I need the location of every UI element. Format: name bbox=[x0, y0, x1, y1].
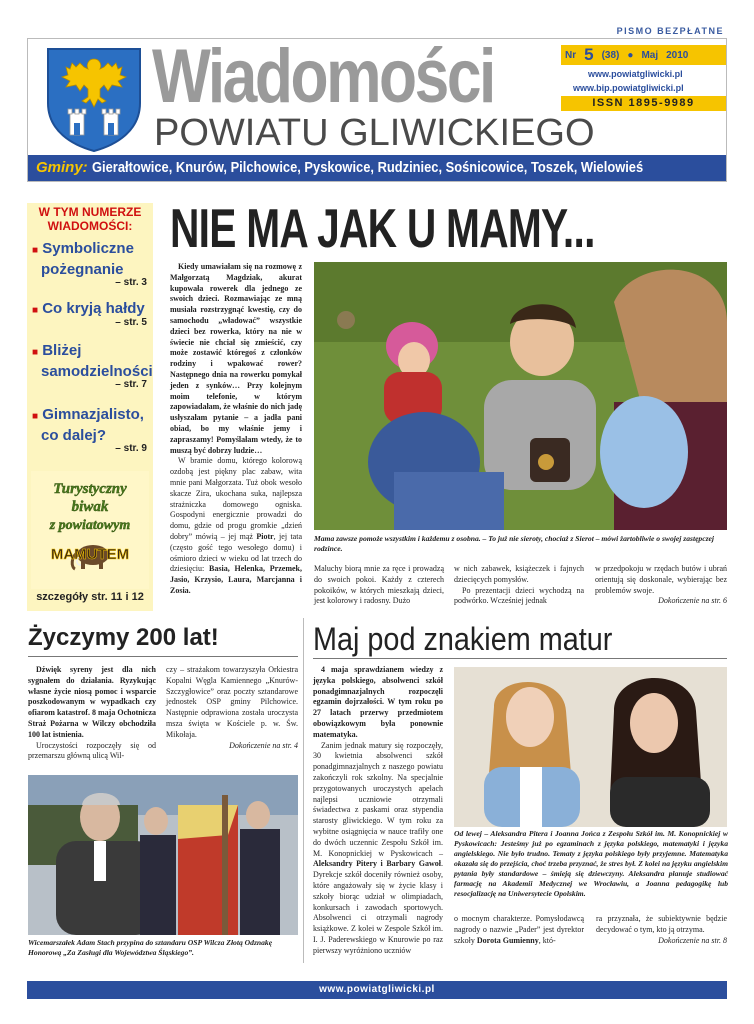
lead-text: w nich zabawek, książeczek i fajnych dziecięcych pomysłów. bbox=[454, 564, 584, 584]
lead-column-1 bbox=[170, 262, 302, 597]
exams-column-3 bbox=[596, 914, 727, 946]
lead-text: Maluchy biorą mnie za ręce i prowadzą do swoich pokoi. Każdy z czterech pokoików, w których mieszkają dzieci, jest kolorowy i radosny. Dużo bbox=[314, 564, 444, 606]
toc-heading-line: WIADOMOŚCI: bbox=[47, 219, 133, 233]
exams-text: , któ- bbox=[538, 935, 556, 945]
divider bbox=[313, 658, 727, 659]
lead-name: Piotr bbox=[256, 531, 274, 541]
municipalities-label: Gminy: bbox=[36, 159, 88, 176]
masthead-subtitle: POWIATU GLIWICKIEGO bbox=[154, 112, 595, 154]
exams-column-1 bbox=[313, 665, 443, 957]
toc-item-title: Symboliczne bbox=[42, 240, 134, 257]
students-photo bbox=[454, 667, 727, 827]
lead-column-2 bbox=[314, 564, 444, 607]
toc-item-title: samodzielności bbox=[41, 363, 153, 380]
exams-name: Dorota Gumienny bbox=[476, 935, 539, 945]
promo-text: MAMUTEM bbox=[50, 546, 130, 563]
table-of-contents bbox=[27, 203, 153, 611]
promo-text: biwak bbox=[71, 499, 109, 515]
issue-info bbox=[561, 45, 726, 65]
toc-bullet-icon: ■ bbox=[32, 347, 39, 358]
divider bbox=[28, 656, 298, 657]
exams-text: . Dyrekcje szkół doceniły również osoby, które angażowały się w życie klasy i szkoły biorąc udział w olimpiadach, konkursach i zawodach sportowych. Absolwenci ci otrzymali nagrody książkowe. Z kolei w Zespole Szkół im. I. J. Paderewskiego w Knurowie po raz pierwszy wyróżniono uczniów bbox=[313, 859, 443, 955]
exams-intro: 4 maja sprawdzianem wiedzy z języka polskiego, absolwenci szkół ponadgimnazjalnych rozpoczęli egzamin dojrzałości. W tym roku po 27 latach przerwy przedmiotem obowiązkowym była ponownie matematyka. bbox=[313, 665, 443, 739]
promo-text: Turystyczny bbox=[53, 481, 127, 497]
exams-names: Aleksandry Pitery i Barbary Gawoł bbox=[313, 859, 441, 869]
free-publication-label: PISMO BEZPŁATNE bbox=[616, 26, 724, 36]
family-photo-caption: Mama zawsze pomoże wszystkim i każdemu z osobna. – To już nie sieroty, chociaż z Sierot – mówi żartobliwie o swojej zastępczej rodzince. bbox=[314, 534, 715, 553]
issue-nr-label: Nr bbox=[565, 49, 577, 61]
anniversary-text: czy – strażakom towarzyszyła Orkiestra Kopalni Węgla Kamiennego „Knurów-Szczygłowice” oraz poczty sztandarowe jednostek OSP gminy Pilchowice. Następnie odprawiona została uroczysta msza święta w Kościele p. w. Św. Mikołaja. bbox=[166, 665, 298, 739]
students-photo-caption: Od lewej – Aleksandra Pitera i Joanna Jońca z Zespołu Szkół im. M. Konopnickiej w Pyskowicach: Jesteśmy już po egzaminach z języka polskiego, matematyki i języka angielskiego. Nie było trudno. Tematy z języka polskiego były przyjemne. Matematyka okazała się do przejścia, choć trzeba przyznać, że stres był. Z kolei na języku angielskim pytania były standardowe – śmieją się dziewczyny. Aleksandra planuje studiować farmację na Akademii Medycznej we Wrocławiu, a Joanna pedagogikę lub resocjalizację na Uniwersytecie Opolskim. bbox=[454, 829, 728, 898]
issue-month: Maj bbox=[641, 49, 659, 61]
toc-item-title: pożegnanie bbox=[41, 261, 124, 278]
continued-link[interactable]: Dokończenie na str. 6 bbox=[658, 596, 727, 606]
toc-item-page: – str. 9 bbox=[115, 443, 147, 454]
masthead bbox=[27, 34, 727, 182]
lead-text: Po prezentacji dzieci wychodzą na podwórko. Wcześniej jednak bbox=[454, 585, 584, 606]
ceremony-photo bbox=[28, 775, 298, 935]
issue-count: (38) bbox=[601, 49, 620, 61]
toc-bullet-icon: ■ bbox=[32, 305, 39, 316]
footer-url[interactable]: www.powiatgliwicki.pl bbox=[27, 981, 727, 999]
anniversary-text: Uroczystości rozpoczęły się od przemarszu główną ulicą Wil- bbox=[28, 740, 156, 761]
toc-item[interactable] bbox=[32, 239, 150, 279]
bip-link[interactable]: www.bip.powiatgliwicki.pl bbox=[573, 83, 684, 93]
toc-item[interactable] bbox=[32, 405, 150, 445]
toc-heading-line: W TYM NUMERZE bbox=[38, 205, 142, 219]
municipalities-bar bbox=[28, 155, 726, 181]
promo-details: szczegóły str. 11 i 12 bbox=[36, 591, 144, 603]
tourist-camp-promo[interactable] bbox=[31, 471, 149, 589]
family-photo bbox=[314, 262, 727, 530]
anniversary-column-2 bbox=[166, 665, 298, 751]
anniversary-column-1 bbox=[28, 665, 156, 762]
lead-column-4 bbox=[595, 564, 727, 607]
coat-of-arms-icon bbox=[44, 45, 144, 153]
continued-link[interactable]: Dokończenie na str. 8 bbox=[658, 935, 727, 945]
toc-heading bbox=[27, 205, 153, 233]
issue-number: 5 bbox=[584, 45, 594, 64]
continued-link[interactable]: Dokończenie na str. 4 bbox=[229, 740, 298, 750]
masthead-title: Wiadomości bbox=[152, 34, 494, 119]
toc-item-title: co dalej? bbox=[41, 427, 107, 444]
exams-text: o mocnym charakterze. Pomysłodawcą nagrody o nazwie „Pader” jest dyrektor szkoły bbox=[454, 914, 584, 945]
lead-column-3 bbox=[454, 564, 584, 607]
exams-headline: Maj pod znakiem matur bbox=[313, 621, 613, 657]
toc-bullet-icon: ■ bbox=[32, 245, 39, 256]
lead-text: , jej tata (często gość tego wesołego domu) i ośmioro dzieci w wieku od lat trzech do dziesięciu: bbox=[170, 531, 303, 574]
exams-text: ra przyznała, że subiektywnie będzie decydować o tym, kto ją otrzyma. bbox=[596, 914, 727, 934]
toc-item-title: Co kryją hałdy bbox=[42, 300, 145, 317]
promo-text: z powiatowym bbox=[49, 518, 131, 533]
column-divider bbox=[303, 618, 304, 963]
issue-bullet: ● bbox=[627, 49, 634, 61]
lead-headline: NIE MA JAK U MAMY... bbox=[170, 197, 595, 259]
anniversary-headline: Życzymy 200 lat! bbox=[28, 624, 219, 651]
municipalities-list: Gierałtowice, Knurów, Pilchowice, Pyskowice, Rudziniec, Sośnicowice, Toszek, Wielowieś bbox=[91, 159, 644, 176]
toc-item-title: Bliżej bbox=[42, 342, 82, 359]
website-link[interactable]: www.powiatgliwicki.pl bbox=[588, 69, 683, 79]
exams-text: Zanim jednak matury się rozpoczęły, 30 kwietnia absolwenci szkół ponadgimnazjalnych z naszego powiatu zakończyli rok szkolny. Na specjalnie przygotowanych uroczystych apelach najlepsi uczniowie otrzymali świadectwa z paskami oraz stypendia starosty gliwickiego. W tym roku za wybitne osiągnięcia w nauce trafiły one do dwóch uczennic Zespołu Szkół im. M. Konopnickiej w Pyskowicach – bbox=[313, 740, 443, 858]
lead-names: Basia, Helenka, Przemek, Jasio, Krzysio, Laura, Marcjanna i Zosia. bbox=[170, 564, 302, 595]
toc-item-page: – str. 5 bbox=[115, 317, 147, 328]
toc-item-page: – str. 7 bbox=[115, 379, 147, 390]
anniversary-intro: Dźwięk syreny jest dla nich sygnałem do działania. Ryzykując własne życie niosą pomoc i wsparcie poszkodowanym w wypadkach czy ofiarom katastrof. 8 maja Ochotnicza Straż Pożarna w Wilczy obchodziła 100 lat istnienia. bbox=[28, 665, 156, 739]
toc-bullet-icon: ■ bbox=[32, 411, 39, 422]
issue-year: 2010 bbox=[666, 49, 689, 61]
lead-intro: Kiedy umawiałam się na rozmowę z Małgorzatą Magdziak, akurat kupowała rowerek dla jednego ze swoich dzieci. Rozmawiając ze mną musiała rozstrzygnąć kwestię, czy do samochodu „władować” wszystkie dzieci bez rowerka, który na nie w świecie nie chciał się zmieścić, czy może zostawić któregoś z członków rodziny i wpakować rower? Następnego dnia na rowerku pomykał jeden z synków… Przy kolejnym moim telefonie, w którym zapowiadałam, że właśnie do nich jadę usłyszałam pytanie – a jadła pani obiad, bo my właśnie jemy i zapraszamy! Pomyślałam wtedy, że to muszą być dobrzy ludzie… bbox=[170, 262, 302, 455]
ceremony-photo-caption: Wicemarszałek Adam Stach przypina do sztandaru OSP Wilcza Złotą Odznakę Honorową „Za Zasługi dla Województwa Śląskiego”. bbox=[28, 938, 273, 957]
issn-label: ISSN 1895-9989 bbox=[561, 96, 726, 111]
lead-text: w przedpokoju w rzędach butów i ubrań orientują się doskonale, wybierając bez problemów swoje. bbox=[595, 564, 727, 595]
toc-item-title: Gimnazjalisto, bbox=[42, 406, 144, 423]
exams-column-2 bbox=[454, 914, 584, 946]
lead-text: W bramie domu, którego kolorową ozdobą jest piękny plac zabaw, wita mnie pani Małgorzata. Tuż obok wesoło skacze Zira, ukochana suka, najlepsza strażniczka domowego ogniska. Gospodyni energicznie prowadzi do domu, gdzie od progu gromkie „dzień dobry” mówią – jej mąż bbox=[170, 456, 302, 541]
toc-item-page: – str. 3 bbox=[115, 277, 147, 288]
toc-item[interactable] bbox=[32, 341, 153, 381]
